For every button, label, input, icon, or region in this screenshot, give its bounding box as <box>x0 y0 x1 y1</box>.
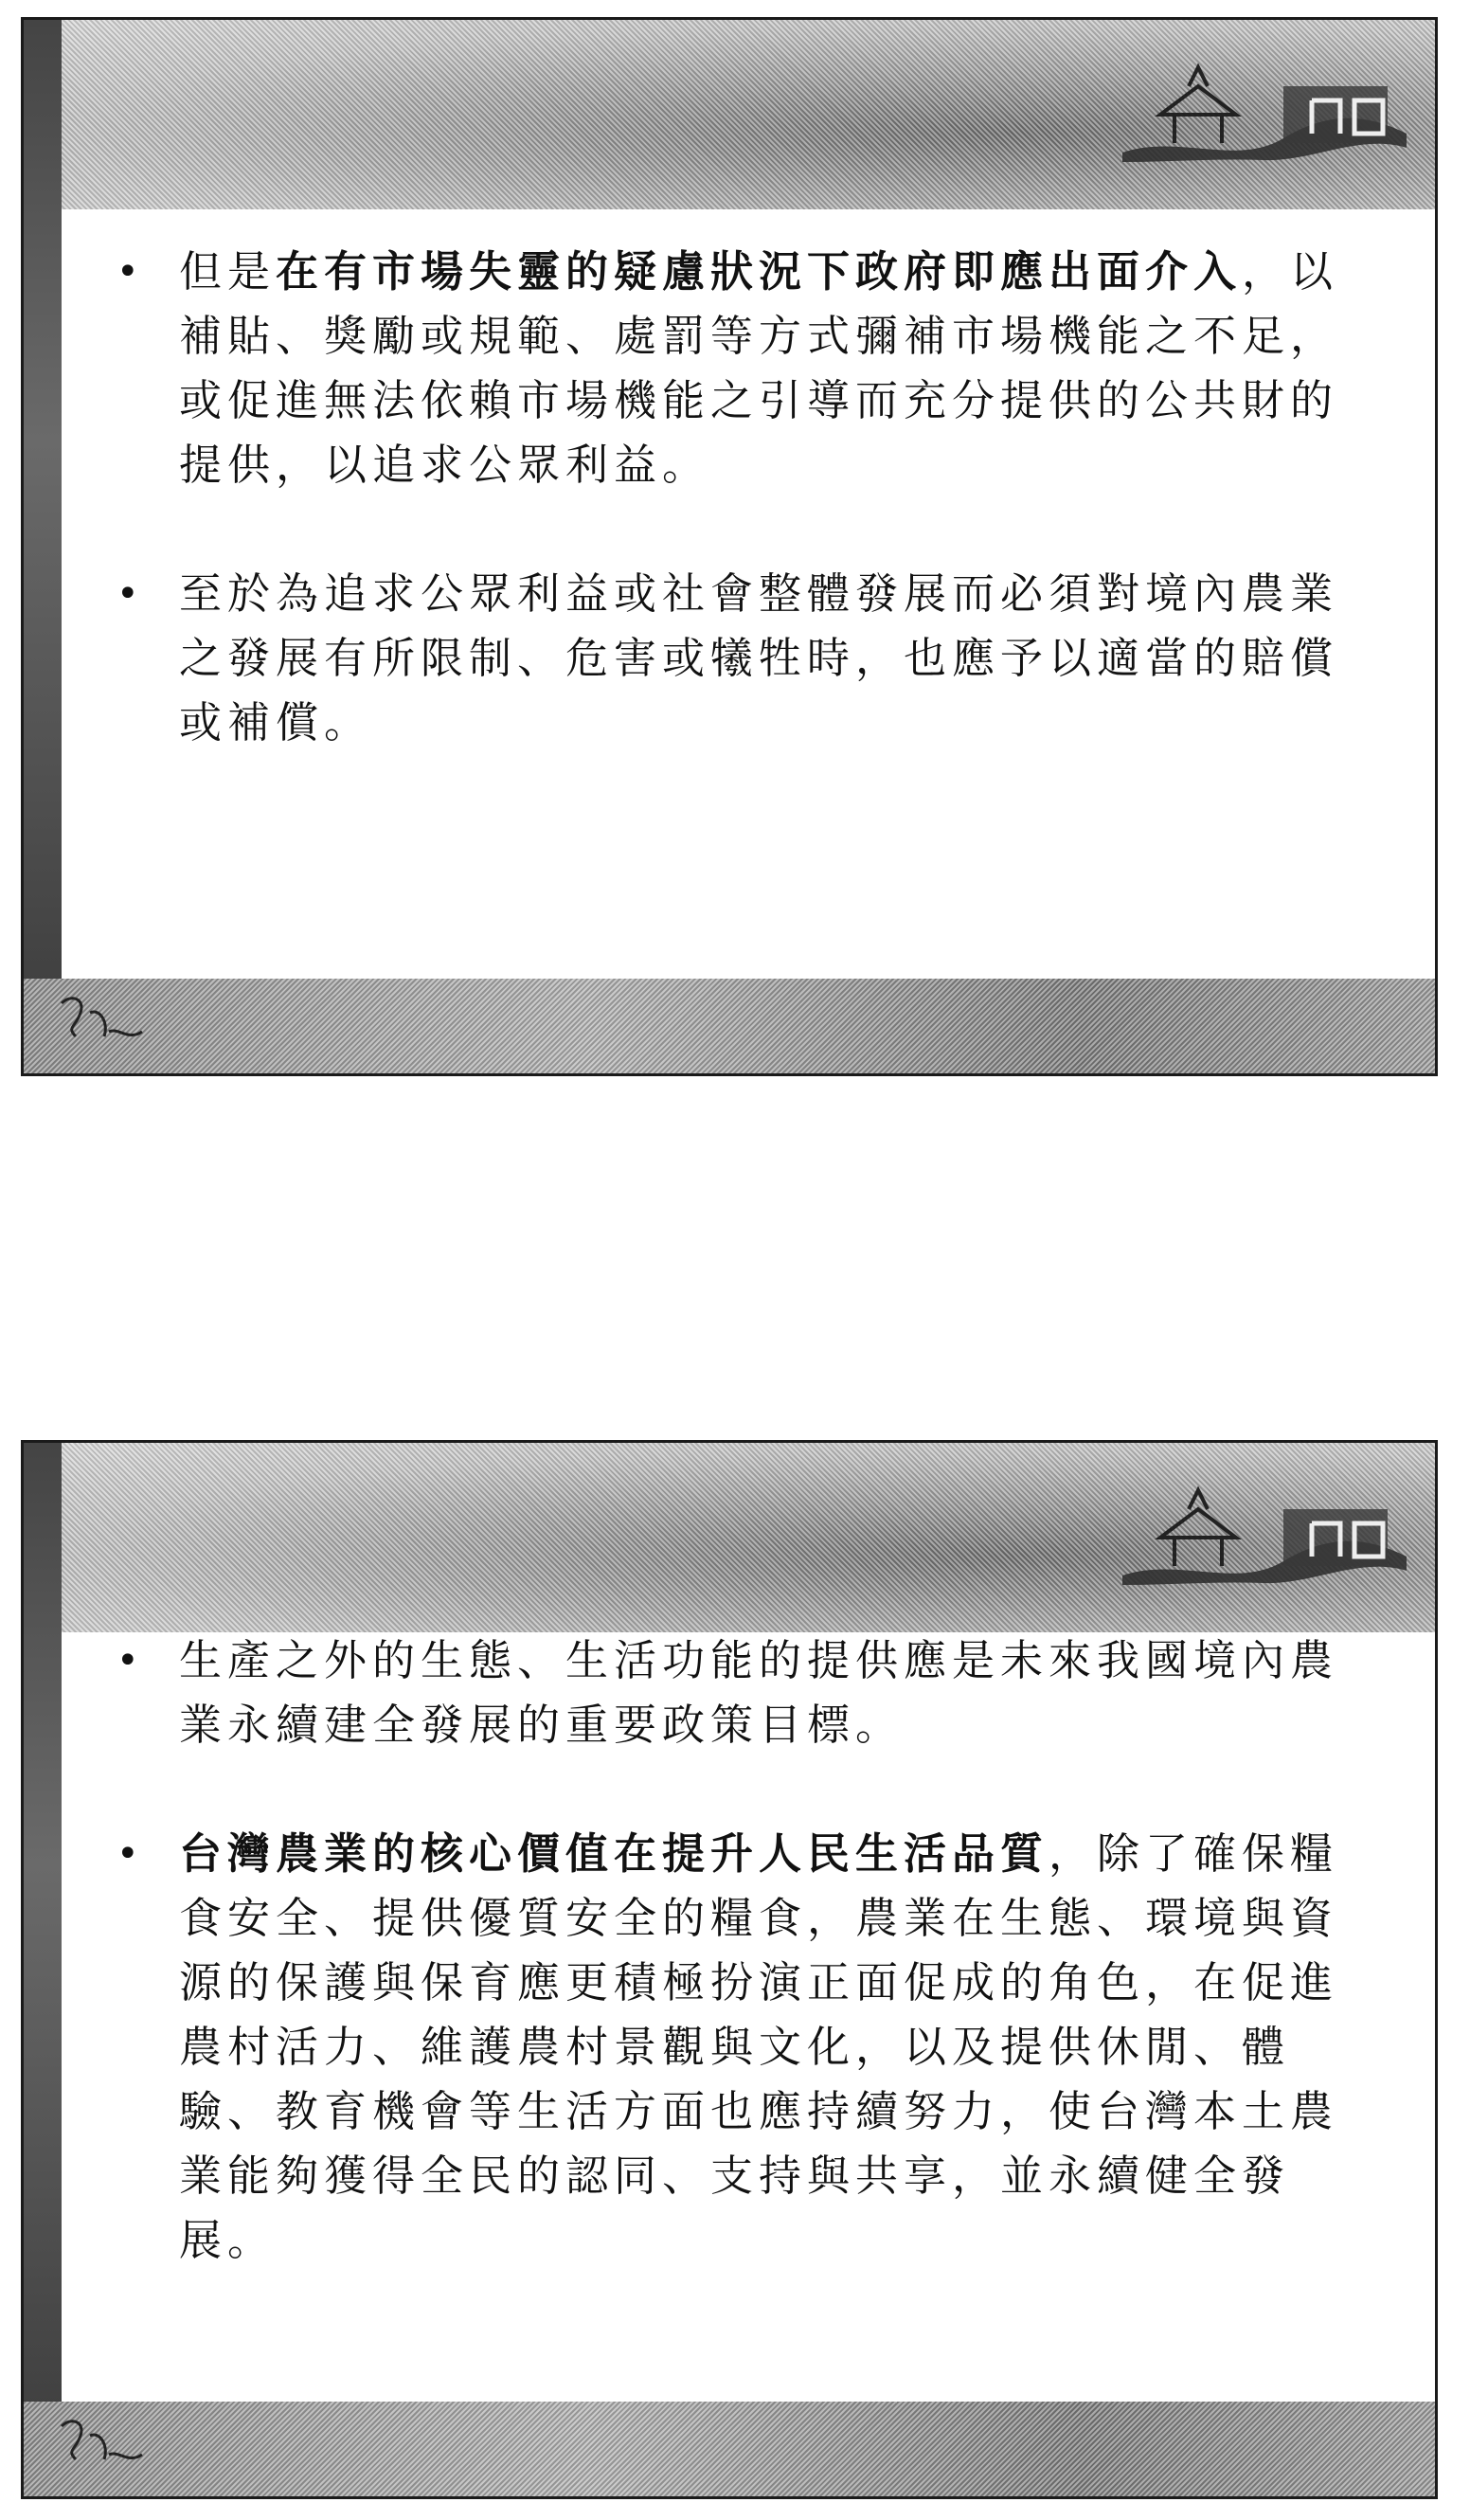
bullet-item <box>117 240 1369 497</box>
bullet-marker: • <box>117 1639 145 1683</box>
calligraphy-signature-icon <box>52 984 156 1060</box>
bullet-rest: ，除了確保糧食安全、提供優質安全的糧食，農業在生態、環境與資源的保護與保育應更積極扮演正面促成的角色，在促進農村活力、維護農村景觀與文化，以及提供休閒、體驗、教育機會等生活方面也應持續努力，使台灣本土農業能夠獲得全民的認同、支持與共享，並永續健全發展。 <box>179 1828 1339 2265</box>
bullet-lead: 生產之外的生態、生活功能的提供應是未來我國境內農業永續建全發展的重要政策目標。 <box>179 1635 1339 1750</box>
bullet-item <box>117 1629 1369 1757</box>
calligraphy-signature-icon <box>52 2407 156 2483</box>
pavilion-icon <box>1122 48 1407 181</box>
bullet-marker: • <box>117 1832 145 1876</box>
bullet-item <box>117 562 1369 755</box>
slide-left-band <box>24 20 62 1073</box>
pavilion-icon <box>1122 1471 1407 1604</box>
bullet-lead: 但是 <box>179 246 277 297</box>
slide-2 <box>21 1440 1438 2499</box>
bullet-bold: 台灣農業的核心價值在提升人民生活品質 <box>179 1828 1049 1879</box>
slide-left-band <box>24 1443 62 2496</box>
bullet-marker: • <box>117 572 145 616</box>
bullet-marker: • <box>117 250 145 294</box>
bullet-lead: 至於為追求公眾利益或社會整體發展而必須對境內農業之發展有所限制、危害或犧牲時，也應予以適當的賠償或補償。 <box>179 568 1339 747</box>
bullet-list <box>117 1629 1369 2273</box>
bullet-rest: ，以補貼、獎勵或規範、處罰等方式彌補市場機能之不足，或促進無法依賴市場機能之引導而充分提供的公共財的提供，以追求公眾利益。 <box>179 246 1339 490</box>
slide-footer-band <box>24 2402 1435 2496</box>
slide-footer-band <box>24 979 1435 1073</box>
bullet-bold: 在有市場失靈的疑慮狀況下政府即應出面介入 <box>276 246 1243 297</box>
slide-1 <box>21 17 1438 1076</box>
slide-content <box>117 240 1369 819</box>
bullet-item <box>117 1822 1369 2273</box>
slide-content <box>117 1629 1369 2337</box>
bullet-list <box>117 240 1369 755</box>
